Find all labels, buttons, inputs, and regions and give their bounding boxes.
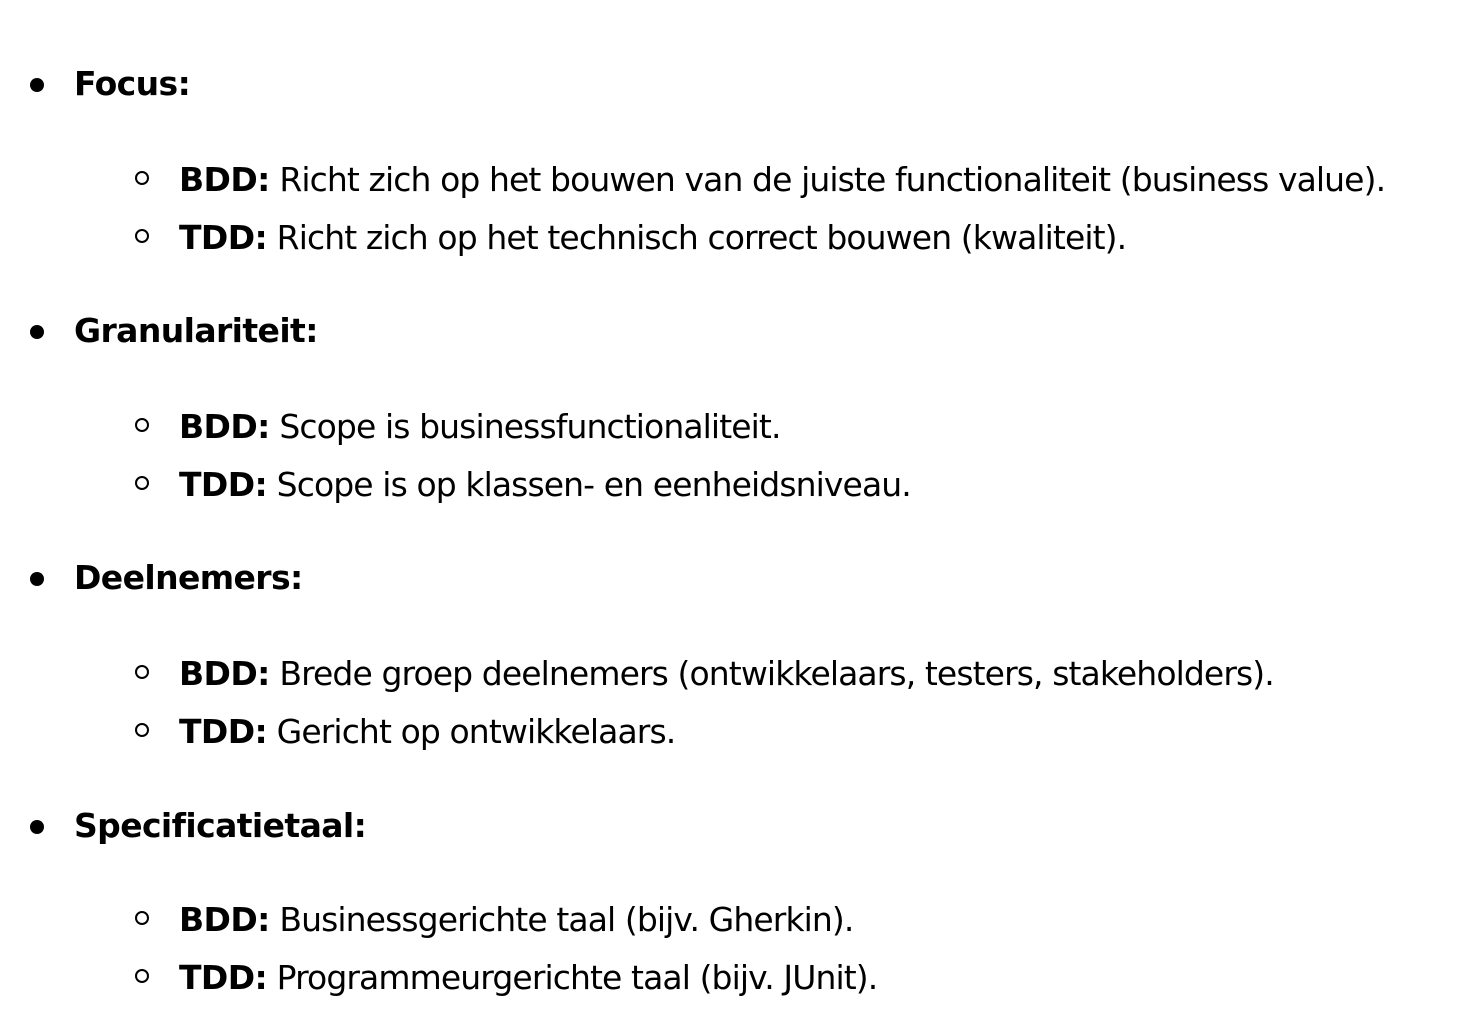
sub-item-description: Brede groep deelnemers (ontwikkelaars, testers, stakeholders). — [269, 654, 1274, 693]
list-item — [0, 311, 1462, 351]
sub-item-text — [179, 654, 1274, 694]
sub-list-item — [0, 465, 1462, 505]
circle-bullet-icon — [135, 969, 149, 983]
disc-bullet-icon — [30, 78, 44, 92]
sub-item-description: Scope is businessfunctionaliteit. — [269, 407, 781, 446]
list-item — [0, 64, 1462, 104]
sub-list-item — [0, 654, 1462, 694]
sub-item-key: BDD: — [179, 654, 270, 693]
sub-item-text — [179, 407, 781, 447]
sub-list-item — [0, 407, 1462, 447]
sub-item-key: TDD: — [179, 958, 268, 997]
sub-item-key: TDD: — [179, 218, 268, 257]
circle-bullet-icon — [135, 229, 149, 243]
sub-item-text — [179, 160, 1385, 200]
sub-item-text — [179, 958, 877, 998]
sub-item-text — [179, 465, 911, 505]
circle-bullet-icon — [135, 418, 149, 432]
sub-item-key: TDD: — [179, 712, 268, 751]
circle-bullet-icon — [135, 476, 149, 490]
disc-bullet-icon — [30, 820, 44, 834]
sub-item-text — [179, 900, 854, 940]
sub-item-key: BDD: — [179, 160, 270, 199]
sub-item-text — [179, 218, 1126, 258]
sub-item-description: Programmeurgerichte taal (bijv. JUnit). — [267, 958, 878, 997]
sub-item-description: Richt zich op het bouwen van de juiste functionaliteit (business value). — [269, 160, 1386, 199]
circle-bullet-icon — [135, 911, 149, 925]
disc-bullet-icon — [30, 325, 44, 339]
list-item — [0, 558, 1462, 598]
sub-list-item — [0, 712, 1462, 752]
disc-bullet-icon — [30, 572, 44, 586]
sub-item-key: BDD: — [179, 900, 270, 939]
sub-list-item — [0, 218, 1462, 258]
section-heading: Specificatietaal: — [74, 806, 367, 845]
section-heading: Granulariteit: — [74, 311, 318, 350]
circle-bullet-icon — [135, 171, 149, 185]
sub-item-description: Richt zich op het technisch correct bouwen (kwaliteit). — [267, 218, 1127, 257]
sub-item-key: BDD: — [179, 407, 270, 446]
sub-list-item — [0, 958, 1462, 998]
sub-item-text — [179, 712, 675, 752]
circle-bullet-icon — [135, 665, 149, 679]
section-heading: Focus: — [74, 64, 191, 103]
sub-list-item — [0, 900, 1462, 940]
section-heading: Deelnemers: — [74, 558, 303, 597]
sub-list-item — [0, 160, 1462, 200]
sub-item-description: Gericht op ontwikkelaars. — [267, 712, 676, 751]
circle-bullet-icon — [135, 723, 149, 737]
sub-item-description: Businessgerichte taal (bijv. Gherkin). — [269, 900, 854, 939]
sub-item-key: TDD: — [179, 465, 268, 504]
list-item — [0, 806, 1462, 846]
sub-item-description: Scope is op klassen- en eenheidsniveau. — [267, 465, 911, 504]
